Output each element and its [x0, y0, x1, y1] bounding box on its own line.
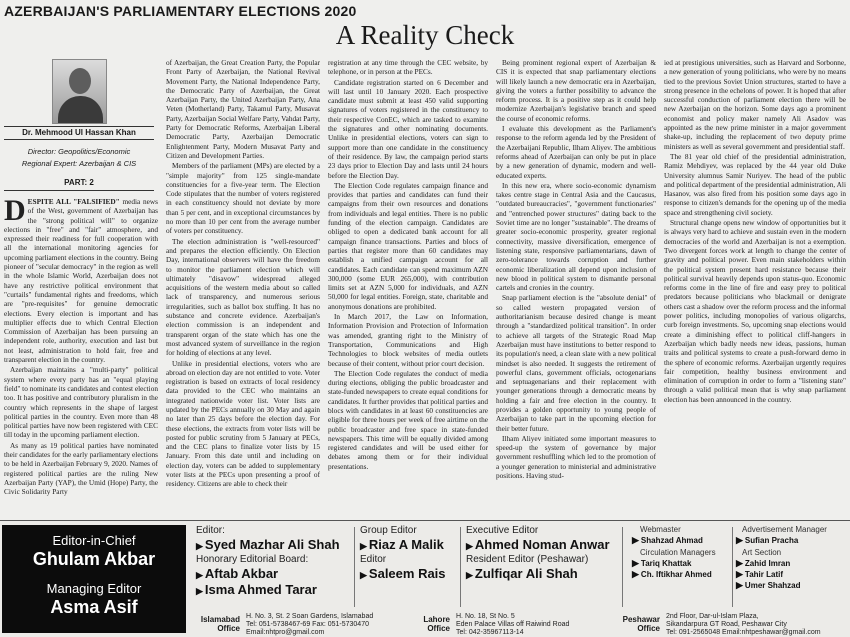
arrow-icon: ▶ [736, 558, 743, 568]
ad-manager-label: Advertisement Manager [742, 525, 827, 534]
divider [622, 527, 623, 607]
section-title: AZERBAIJAN'S PARLIAMENTARY ELECTIONS 2020 [4, 3, 357, 19]
divider [460, 527, 461, 607]
art-member [736, 569, 783, 580]
editor2-name-text: Saleem Rais [368, 566, 446, 581]
divider [4, 190, 154, 191]
lead-paragraph [4, 197, 158, 364]
arrow-icon: ▶ [466, 541, 473, 551]
resident-editor-label: Resident Editor (Peshawar) [466, 554, 589, 565]
editor-in-chief-name: Ghulam Akbar [32, 549, 156, 569]
paragraph-text: media news of the West, government of Azerbaijan has the "strong political will" to organize elections in "free" and "fair" atmosphere, and expressed their readiness for full cooperation with all the international monitoring agencies for upcoming parliament elections in the country. Being pioneer of "secular democracy" in the region as well in the whole Islamic World, Azerbaijan does not have any restrictive political environment that "curtails" fundamental rights and freedoms, which are "pre-requisites" for genuine democratic elections. Every election is important and has multiplier effects due to which Central Election Commission of Azerbaijan has been pursuing an independent role, authority, execution and last but not least, administration to hold fair, free and transparent election in the country. [4, 197, 158, 365]
paragraph: registration at any time through the CEC website, by telephone, or in person at the PECs. [328, 58, 488, 77]
lahore-address-2: Eden Palace Villas off Raiwind Road [456, 621, 570, 628]
webmaster-name-text: Shahzad Ahmad [640, 536, 703, 545]
photo-head-shape [69, 68, 91, 94]
honorary-member-text: Aftab Akbar [204, 566, 279, 581]
arrow-icon: ▶ [360, 541, 367, 551]
peshawar-office-label: Peshawar Office [622, 615, 660, 633]
circulation-manager-text: Tariq Khattak [640, 559, 692, 568]
honorary-member-text: Isma Ahmed Tarar [204, 582, 317, 597]
paragraph: As many as 19 political parties have nominated their candidates for the early parliamentary elections to be held in Azerbaijan February 9, 2020. Names of registered political parties are the ruling New Azerbaijan Party (YAP), the Umid (Hope) Party, the Civic Solidarity Party [4, 440, 158, 497]
editor-name [196, 537, 340, 552]
masthead [0, 520, 850, 637]
author-photo [52, 59, 107, 124]
editor-label: Editor: [196, 525, 225, 536]
arrow-icon: ▶ [736, 580, 743, 590]
paragraph: Structural change opens new window of opportunities but it is always very hard to achieve and sustain even in the modern democracies of the world and Azerbaijan is not a exemption. Two divergent forces work at length to change the center of gravity and political power. Even main stakeholders within the political system present hard resistance because their political survival heavily depends upon status-quo. Economic reforms come in the line of fire and easy prey to political predators because politicians who blackmail or denigrate others cast a shadow over the reform process and the informal power politics, including monopolies of various oligarchs, curb foreign investments. So, upcoming snap elections would create a diminishing effect to political cliff-hangers in Azerbaijan which badly needs new ideas, passions, human traits and political systems to create a push-forward demo in the sphere of economic reforms. Azerbaijan urgently requires fair competition, healthy business environment and elimination of corruption in order to form a "listening state" through a valid political mean that is why snap parliament election has been announced in the country. [664, 218, 846, 404]
islamabad-address: H. No. 3, St. 2 Soan Gardens, Islamabad [246, 613, 374, 620]
arrow-icon: ▶ [632, 535, 639, 545]
arrow-icon: ▶ [736, 569, 743, 579]
lahore-address: H. No. 18, St No. 5 [456, 613, 515, 620]
paragraph: Azerbaijan maintains a "multi-party" political system where every party has an "equal playing field" to nominate its candidates and contest election too. It has positive and contributory pluralism in the country which represents in the shape of largest political parties in the country. Even more than 48 political parties have now been registered with CEC till today in the upcoming parliament election. [4, 365, 158, 440]
honorary-member [196, 566, 278, 581]
article-headline: A Reality Check [335, 20, 515, 50]
ad-manager-name-text: Sufian Pracha [744, 536, 799, 545]
paragraph: Members of the parliament (MPs) are elected by a "simple majority" from 125 single-mandate constituencies for a five-year term. The Election Code stipulates that the number of voters registered in each constituency should not deviate by more than 5 per cent, and in exceptional circumstances by no more than 10 per cent from the average number of voters per constituency. [166, 161, 320, 236]
paragraph: ied at prestigious universities, such as Harvard and Sorbonne, a new generation of young politicians, who were by no means tied to the previous Soviet Union structures, started to have a strong presence in the echelons of power. It is hoped that after successful conduction of parliament election there will be new Azerbaijan on the horizon. Some days ago a prominent economist and policy maker namely Ali Asadov was appointed as the new prime minister in a major government shake-up, including the replacement of two deputy prime ministers as well as several government and presidential staff. [664, 58, 846, 151]
photo-body-shape [58, 96, 103, 124]
art-section-label: Art Section [742, 548, 782, 557]
ad-manager-name [736, 535, 798, 546]
arrow-icon: ▶ [196, 541, 203, 551]
arrow-icon: ▶ [466, 570, 473, 580]
art-member-text: Zahid Imran [744, 559, 791, 568]
resident-editor-name-text: Zulfiqar Ali Shah [474, 566, 578, 581]
group-editor-label: Group Editor [360, 525, 417, 536]
arrow-icon: ▶ [736, 535, 743, 545]
islamabad-email: Email:nhtpro@gmail.com [246, 629, 325, 636]
peshawar-address: 2nd Floor, Dar-ul-Islam Plaza, [666, 613, 759, 620]
paragraph: Ilham Aliyev initiated some important measures to speed-up the system of governance by major government reshuffling which led to the promotion of a younger generation to ministerial and administrative positions. Having stud- [496, 433, 656, 481]
managing-editor-name: Asma Asif [50, 597, 138, 617]
arrow-icon: ▶ [632, 569, 639, 579]
article-column-3 [328, 58, 488, 519]
resident-editor-name [466, 566, 578, 581]
divider [4, 139, 154, 140]
article-column-5 [664, 58, 846, 519]
honorary-member [196, 582, 317, 597]
group-editor-name [360, 537, 444, 552]
editor-in-chief-box [2, 525, 186, 633]
paragraph: Being prominent regional expert of Azerbaijan & CIS it is expected that snap parliamentary elections will likely launch a new democratic era in Azerbaijan, giving the voters a further possibility to advance the reform process. It is a positive step as it could help modernize Azerbaijan's legislative branch and speed the course of economic reforms. [496, 58, 656, 123]
author-box [0, 56, 160, 196]
drop-cap: D [4, 197, 26, 227]
divider [4, 126, 154, 127]
islamabad-office-label: Islamabad Office [200, 615, 240, 633]
webmaster-name [632, 535, 703, 546]
arrow-icon: ▶ [360, 570, 367, 580]
honorary-board-label: Honorary Editorial Board: [196, 554, 309, 565]
paragraph: In March 2017, the Law on Information, Information Provision and Protection of Information was amended, granting right to the Ministry of Transportation, Communications and High Technologies to block websites of media outlets because of their content, without prior court decision. [328, 312, 488, 368]
art-member-text: Umer Shahzad [744, 581, 801, 590]
author-role: Director: Geopolitics/Economic [27, 147, 131, 156]
article-column-4 [496, 58, 656, 519]
page-header [0, 0, 850, 22]
arrow-icon: ▶ [196, 570, 203, 580]
paragraph: of Azerbaijan, the Great Creation Party, the Popular Front Party of Azerbaijan, the National Revival Movement Party, the National Independence Party, the Democratic Party of Azerbaijan, the Great Azerbaijan Party, the United Azerbaijan Party, Ana Veten (Motherland) Party, Takamul Party, Musavat Party, Azerbaijan Social Welfare Party, Vahdat Party, Party for Democratic Reforms, Azerbaijan Liberal Democratic Party, Azerbaijan Democratic Enlightenment Party, Modern Musavat Party and Citizen and Development Parties. [166, 58, 320, 160]
lahore-phone: Tel: 042-35967113-14 [456, 629, 524, 636]
article-column-2 [166, 58, 320, 519]
art-member-text: Tahir Latif [744, 570, 783, 579]
arrow-icon: ▶ [196, 586, 203, 596]
group-editor-name-text: Riaz A Malik [368, 537, 444, 552]
circulation-manager-text: Ch. Iftikhar Ahmed [640, 570, 712, 579]
circulation-manager [632, 569, 712, 580]
peshawar-contact: Tel: 091-2565048 Email:nhtpeshawar@gmail.com [666, 629, 821, 636]
divider [732, 527, 733, 607]
part-label: PART: 2 [64, 178, 94, 187]
editor-in-chief-label: Editor-in-Chief [52, 533, 136, 548]
circulation-manager [632, 558, 691, 569]
paragraph: Unlike in presidential elections, voters who are abroad on election day are not entitled to vote. Voter registration is based on extracts of local residency data provided to the CEC who maintains an integrated nationwide voter list. Voter lists are updated by the PECs annually on 30 May and again no later than 25 days before the election day. For these elections, the extracts from voter lists will be posted for public scrutiny from 5 January at PECs, and the CEC plans to finalize voter lists by 15 January. From this date until and including on election day, voters can be added to supplementary voter lists at the PECs upon presenting a proof of residency. Citizens are able to check their [166, 358, 320, 489]
executive-editor-label: Executive Editor [466, 525, 539, 536]
editor2-name [360, 566, 446, 581]
managing-editor-label: Managing Editor [46, 581, 142, 596]
author-name: Dr. Mehmood Ul Hassan Khan [22, 128, 136, 137]
paragraph: Candidate registration started on 6 December and will last until 10 January 2020. Each prospective candidate must submit at least 450 valid supporting signatures of voters registered in the constituency to their respective ConEC, which are tasked to examine the signatures and other nominating documents. Unlike in presidential elections, voters can sign to support more than one candidate in the constituency of their residence. By law, the campaign period starts 23 days prior to Election Day and lasts until 24 hours before the Election Day. [328, 77, 488, 180]
art-member [736, 558, 790, 569]
lead-in: ESPITE ALL "FALSIFIED" [27, 197, 120, 206]
islamabad-phone: Tel: 051-5738467-69 Fax: 051-5730470 [246, 621, 369, 628]
editor2-label: Editor [360, 554, 387, 565]
circulation-label: Circulation Managers [640, 548, 716, 557]
paragraph: The Election Code regulates campaign finance and provides that parties and candidates can fund their campaigns from their own resources and donations from individuals and legal entities. There is no public funding of the election campaign. Candidates are obliged to open a dedicated bank account for all campaign finance transactions. Parties and blocs of parties that register more than 60 candidates may establish a unified campaign account for all candidates. Each candidate can spend maximum AZN 300,000 (some EUR 265,000), with contribution limits set at AZN 5,000 for individuals, and AZN 50,000 for legal entities. Foreign, state, charitable and anonymous donations are prohibited. [328, 180, 488, 311]
art-member [736, 580, 801, 591]
paragraph: The Election Code regulates the conduct of media during elections, obliging the public broadcaster and state-funded newspapers to create equal conditions for candidates. It further provides that political parties and blocs with candidates in at least 60 constituencies are eligible for three hours per week of free airtime on the public broadcaster and free space in state-funded newspapers. This time will be equally divided among registered candidates and will be used either for debates among them or for their individual presentations. [328, 368, 488, 471]
paragraph: I evaluate this development as the Parliament's response to the reform agenda led by the President of the Azerbaijani Republic, Ilham Aliyev. The ambitious reforms ahead of Azerbaijan can only be put in place by a new generation of dynamic, modern and well-educated experts. [496, 124, 656, 180]
peshawar-address-2: Sikandarpura GT Road, Peshawar City [666, 621, 787, 628]
paragraph: The 81 year old chief of the presidential administration, Ramiz Mehdiyev, was replaced by the 44 year old Duke University alumnus Samir Nuriyev. The head of the public and political department of the presidential administration, Ali Hasanov, was also fired from his position some days ago in response to citizen's demands for the opening up of the media space and strengthening civil society. [664, 151, 846, 217]
paragraph: The election administration is "well-resourced" and prepares the election efficiently. On Election Day, international observers will have the freedom to monitor the parliament election which will ultimately "disavow" widespread alleged acquisitions of the western media about so called lack of transparency, and numerous serious irregularities, such as ballot box stuffing. It has no substance and concrete evidence. Azerbaijan's election commission is an independent and transparent organ of the state which has one the most advanced system of surveillance in the region for holding of elections at any level. [166, 236, 320, 358]
lahore-office-label: Lahore Office [423, 615, 450, 633]
executive-editor-name-text: Ahmed Noman Anwar [474, 537, 610, 552]
article-column-1 [4, 197, 158, 519]
executive-editor-name [466, 537, 610, 552]
webmaster-label: Webmaster [640, 525, 681, 534]
author-expertise: Regional Expert: Azerbaijan & CIS [21, 159, 137, 168]
arrow-icon: ▶ [632, 558, 639, 568]
editor-name-text: Syed Mazhar Ali Shah [204, 537, 340, 552]
paragraph: Snap parliament election is the "absolute denial" of so called western propagated version of authoritarianism because desired change is meant through a "standardized political transition". In order to achieve all targets of the Strategic Road Map Azerbaijan must have institutions to better respond to its population's need, a clean slate with a new political mindset is also needed. It suggests the retirement of powerful clans, government officials, octogenarians and septuagenarians and their replacement with younger generations through a democratic means by holding a fair and free election in the country. It provides a golden opportunity to young people of Azerbaijan to take part in the upcoming election for their better future. [496, 293, 656, 433]
paragraph: In this new era, where socio-economic dynamism takes centre stage in Central Asia and the Caucasus, "outdated bureaucracies", "government functionaries" and "entrenched power structures" dating back to the Soviet time are no longer "sustainable". The dreams of greater socio-economic prosperity, greater regional connectivity, massive diversification, emergence of listening state, responsive parliamentarians, dawn of zero-tolerance towards corruption and further economic liberalization all depend upon inclusion of new blood in political system to dismantle personal cartels and cronies in the country. [496, 180, 656, 293]
divider [354, 527, 355, 607]
office-addresses [190, 613, 850, 637]
